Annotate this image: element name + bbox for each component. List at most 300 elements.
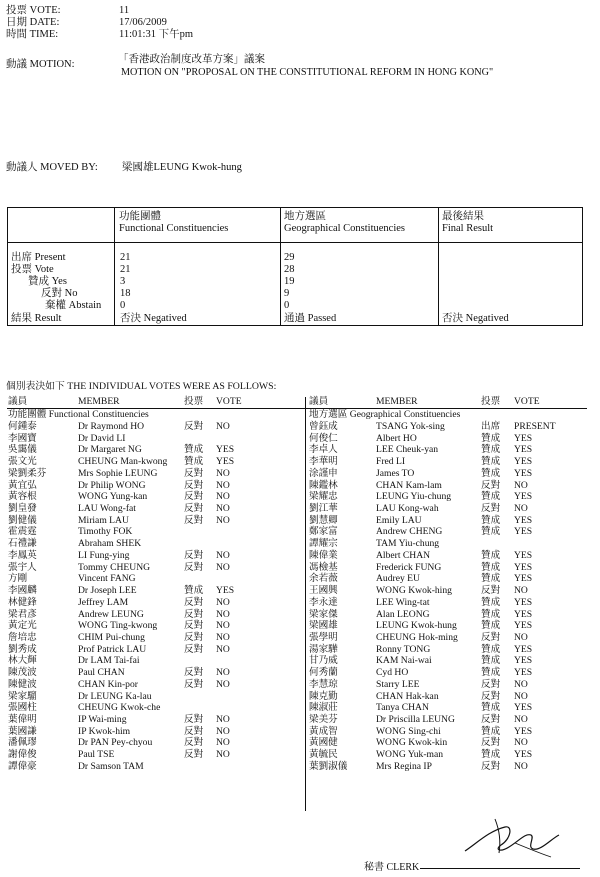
vote: YES <box>514 467 533 479</box>
member-name-zh: 張國柱 <box>8 702 37 714</box>
member-name-zh: 黃國健 <box>309 737 338 749</box>
member-name: LEUNG Kwok-hung <box>376 620 457 632</box>
member-name-zh: 劉皇發 <box>8 503 37 515</box>
col-header-member-zh-right: 議員 <box>309 396 329 407</box>
member-name: Tommy CHEUNG <box>78 561 151 573</box>
member-name-zh: 陳克勤 <box>309 690 338 702</box>
member-name: WONG Ting-kwong <box>78 620 158 632</box>
vote-zh: 贊成 <box>481 620 501 632</box>
vote: NO <box>216 620 230 632</box>
vote-zh: 反對 <box>184 737 204 749</box>
member-name: Alan LEONG <box>376 608 430 620</box>
member-name: LEUNG Yiu-chung <box>376 491 452 503</box>
member-name-zh: 李國麟 <box>8 585 37 597</box>
member-name-zh: 林健鋒 <box>8 596 37 608</box>
vote: YES <box>216 444 235 456</box>
member-name-zh: 何鍾泰 <box>8 421 37 432</box>
vote-zh: 反對 <box>184 561 204 573</box>
member-name: CHAN Kam-lam <box>376 479 442 491</box>
vote-zh: 反對 <box>481 678 501 690</box>
member-name-zh: 陳鑑林 <box>309 479 338 491</box>
vote-zh: 反對 <box>184 467 204 479</box>
vote-zh: 反對 <box>184 631 204 643</box>
vote-zh: 反對 <box>184 667 204 679</box>
vote: NO <box>216 514 230 526</box>
member-name: Dr Raymond HO <box>78 421 145 432</box>
col-header-vote-zh-left: 投票 <box>184 396 204 407</box>
member-name-zh: 劉健儀 <box>8 514 37 526</box>
vote-zh: 贊成 <box>481 655 501 667</box>
vote: NO <box>514 714 528 725</box>
member-name-zh: 何俊仁 <box>309 432 338 444</box>
member-name-zh: 葉偉明 <box>8 714 37 725</box>
vote-zh: 贊成 <box>481 432 501 444</box>
member-name-zh: 張文光 <box>8 456 37 468</box>
col-header-gc-zh: 地方選區 <box>284 211 326 222</box>
member-name-zh: 陳淑莊 <box>309 702 338 714</box>
member-name: LEE Cheuk-yan <box>376 444 439 456</box>
member-name-zh: 陳健波 <box>8 678 37 690</box>
vote-zh: 反對 <box>184 491 204 503</box>
vote-zh: 贊成 <box>481 596 501 608</box>
member-name: WONG Sing-chi <box>376 725 441 737</box>
vote: YES <box>514 749 533 761</box>
row-label-present: 出席 Present <box>11 252 66 263</box>
member-name-zh: 陳茂波 <box>8 667 37 679</box>
vote: YES <box>514 491 533 503</box>
member-name-zh: 馮檢基 <box>309 561 338 573</box>
member-vote-row <box>0 491 600 503</box>
vote-zh: 反對 <box>184 421 204 432</box>
vote: NO <box>216 714 230 725</box>
member-name-zh: 湯家驊 <box>309 643 338 655</box>
vote-zh: 贊成 <box>481 643 501 655</box>
vote-zh: 反對 <box>481 760 501 772</box>
vote-zh: 反對 <box>481 737 501 749</box>
abstain-fc: 0 <box>120 300 126 311</box>
vote-zh: 反對 <box>481 690 501 702</box>
member-vote-row <box>0 468 600 480</box>
member-name: CHAN Hak-kan <box>376 690 439 702</box>
vote: NO <box>514 585 528 597</box>
vote: YES <box>514 725 533 737</box>
vote-zh: 贊成 <box>481 456 501 468</box>
yes-gc: 19 <box>284 276 295 287</box>
member-name-zh: 霍震霆 <box>8 526 37 538</box>
member-name-zh: 李卓人 <box>309 444 338 456</box>
vote-zh: 反對 <box>481 585 501 597</box>
row-label-result: 結果 Result <box>11 313 62 324</box>
member-vote-row <box>0 444 600 456</box>
col-header-member-right: MEMBER <box>376 396 418 407</box>
vote: NO <box>216 421 230 432</box>
member-name: Cyd HO <box>376 667 409 679</box>
member-vote-row <box>0 562 600 574</box>
member-name: CHEUNG Man-kwong <box>78 456 168 468</box>
member-name-zh: 葉國謙 <box>8 725 37 737</box>
vote: YES <box>514 596 533 608</box>
member-name: Ronny TONG <box>376 643 431 655</box>
member-vote-row <box>0 679 600 691</box>
member-name-zh: 劉慧卿 <box>309 514 338 526</box>
handwritten-signature <box>455 813 575 863</box>
member-name: Starry LEE <box>376 678 420 690</box>
member-name: Fred LI <box>376 456 406 468</box>
member-vote-row <box>0 597 600 609</box>
vote-gc: 28 <box>284 264 295 275</box>
member-name-zh: 詹培忠 <box>8 631 37 643</box>
member-name: CHAN Kin-por <box>78 678 138 690</box>
member-name: Dr PAN Pey-chyou <box>78 737 153 749</box>
member-name-zh: 劉江華 <box>309 503 338 515</box>
member-name-zh: 劉秀成 <box>8 643 37 655</box>
vote-zh: 反對 <box>184 620 204 632</box>
member-name: WONG Kwok-hing <box>376 585 452 597</box>
vote: YES <box>514 608 533 620</box>
member-name-zh: 譚耀宗 <box>309 538 338 550</box>
member-name-zh: 張學明 <box>309 631 338 643</box>
time-label: 時間 TIME: <box>6 29 59 40</box>
member-vote-row <box>0 632 600 644</box>
vote-zh: 反對 <box>184 608 204 620</box>
vote-zh: 反對 <box>184 549 204 561</box>
vote: YES <box>514 549 533 561</box>
member-name: Dr Margaret NG <box>78 444 142 456</box>
member-name: Emily LAU <box>376 514 422 526</box>
member-vote-row <box>0 538 600 550</box>
vote-zh: 贊成 <box>481 526 501 538</box>
member-name-zh: 吳靄儀 <box>8 444 37 456</box>
col-header-vote-zh-right: 投票 <box>481 396 501 407</box>
no-gc: 9 <box>284 288 290 299</box>
member-name-zh: 涂謹申 <box>309 467 338 479</box>
member-vote-row <box>0 480 600 492</box>
date-label: 日期 DATE: <box>6 17 60 28</box>
member-name-zh: 黃容根 <box>8 491 37 503</box>
section-functional: 功能團體 Functional Constituencies <box>8 409 149 420</box>
member-name: Jeffrey LAM <box>78 596 129 608</box>
member-vote-row <box>0 714 600 726</box>
member-name: Andrew CHENG <box>376 526 443 538</box>
member-name-zh: 譚偉豪 <box>8 760 37 772</box>
col-header-final-zh: 最後結果 <box>442 211 484 222</box>
member-name-zh: 曾鈺成 <box>309 421 338 432</box>
member-name: Paul CHAN <box>78 667 125 679</box>
member-name: Dr LEUNG Ka-lau <box>78 690 152 702</box>
vote-number-value: 11 <box>119 5 130 16</box>
vote-zh: 出席 <box>481 421 501 432</box>
result-fc: 否決 Negatived <box>120 313 187 324</box>
vote-zh: 贊成 <box>184 585 204 597</box>
vote: NO <box>216 561 230 573</box>
member-name: Vincent FANG <box>78 573 136 585</box>
member-vote-row <box>0 667 600 679</box>
member-vote-row <box>0 749 600 761</box>
member-name: Dr Samson TAM <box>78 760 144 772</box>
vote-zh: 贊成 <box>481 561 501 573</box>
clerk-label: 秘書 CLERK <box>364 862 420 873</box>
vote-zh: 贊成 <box>481 467 501 479</box>
mover-label: 動議人 MOVED BY: <box>6 162 98 173</box>
signature-line <box>420 868 580 869</box>
member-name: WONG Yuk-man <box>376 749 444 761</box>
vote: NO <box>216 479 230 491</box>
vote-zh: 反對 <box>481 714 501 725</box>
vote: NO <box>216 467 230 479</box>
member-vote-row <box>0 620 600 632</box>
vote: YES <box>514 561 533 573</box>
vote-zh: 反對 <box>184 479 204 491</box>
member-vote-row <box>0 761 600 773</box>
member-name-zh: 李永達 <box>309 596 338 608</box>
row-label-yes: 贊成 Yes <box>28 276 67 287</box>
member-vote-row <box>0 737 600 749</box>
vote: YES <box>514 655 533 667</box>
member-name-zh: 葉劉淑儀 <box>309 760 348 772</box>
vote: NO <box>216 643 230 655</box>
vote-fc: 21 <box>120 264 131 275</box>
member-name: LEE Wing-tat <box>376 596 430 608</box>
member-vote-row <box>0 456 600 468</box>
date-value: 17/06/2009 <box>119 17 167 28</box>
member-name-zh: 黃毓民 <box>309 749 338 761</box>
vote: YES <box>514 573 533 585</box>
member-name-zh: 梁劉柔芬 <box>8 467 47 479</box>
vote: PRESENT <box>514 421 556 432</box>
member-name-zh: 黃成智 <box>309 725 338 737</box>
member-name: Abraham SHEK <box>78 538 142 550</box>
table-divider <box>280 208 281 325</box>
vote-zh: 贊成 <box>481 444 501 456</box>
col-header-final-en: Final Result <box>442 223 494 234</box>
member-vote-row <box>0 503 600 515</box>
motion-title-en: MOTION ON "PROPOSAL ON THE CONSTITUTIONAL REFORM IN HONG KONG" <box>121 67 494 78</box>
member-vote-row <box>0 526 600 538</box>
member-name: Mrs Sophie LEUNG <box>78 467 158 479</box>
member-name: CHIM Pui-chung <box>78 631 145 643</box>
member-vote-row <box>0 433 600 445</box>
row-label-abstain: 棄權 Abstain <box>45 300 102 311</box>
col-header-vote-right: VOTE <box>514 396 540 407</box>
vote: YES <box>514 526 533 538</box>
vote: YES <box>514 456 533 468</box>
member-vote-row <box>0 726 600 738</box>
member-name: KAM Nai-wai <box>376 655 432 667</box>
present-gc: 29 <box>284 252 295 263</box>
vote: YES <box>514 444 533 456</box>
member-name-zh: 梁家騮 <box>8 690 37 702</box>
member-name-zh: 余若薇 <box>309 573 338 585</box>
vote: YES <box>514 514 533 526</box>
vote-zh: 反對 <box>184 725 204 737</box>
member-name: TAM Yiu-chung <box>376 538 440 550</box>
vote-zh: 反對 <box>184 643 204 655</box>
member-name-zh: 石禮謙 <box>8 538 37 550</box>
member-name-zh: 梁美芬 <box>309 714 338 725</box>
member-name-zh: 方剛 <box>8 573 28 585</box>
member-name: Albert HO <box>376 432 417 444</box>
vote-number-label: 投票 VOTE: <box>6 5 61 16</box>
member-name: Miriam LAU <box>78 514 129 526</box>
vote: NO <box>216 596 230 608</box>
vote: YES <box>514 643 533 655</box>
member-name: Paul TSE <box>78 749 115 761</box>
vote: NO <box>216 725 230 737</box>
vote-zh: 反對 <box>184 503 204 515</box>
vote: NO <box>216 678 230 690</box>
col-header-gc-en: Geographical Constituencies <box>284 223 406 234</box>
member-name-zh: 李國寶 <box>8 432 37 444</box>
member-name-zh: 李鳳英 <box>8 549 37 561</box>
vote: NO <box>514 737 528 749</box>
vote-zh: 反對 <box>184 714 204 725</box>
member-name: Albert CHAN <box>376 549 431 561</box>
vote-zh: 贊成 <box>184 456 204 468</box>
vote: NO <box>514 631 528 643</box>
result-gc: 通過 Passed <box>284 313 337 324</box>
vote-zh: 贊成 <box>184 444 204 456</box>
vote-zh: 贊成 <box>481 514 501 526</box>
individual-votes-intro: 個別表決如下 THE INDIVIDUAL VOTES WERE AS FOLLOWS: <box>6 381 277 392</box>
member-name: LAU Kong-wah <box>376 503 439 515</box>
vote: YES <box>514 432 533 444</box>
vote-zh: 反對 <box>184 514 204 526</box>
member-vote-row <box>0 515 600 527</box>
member-name-zh: 梁家傑 <box>309 608 338 620</box>
member-name-zh: 張宇人 <box>8 561 37 573</box>
vote: NO <box>216 737 230 749</box>
vote: NO <box>216 549 230 561</box>
section-geographical: 地方選區 Geographical Constituencies <box>309 409 461 420</box>
vote-zh: 贊成 <box>481 749 501 761</box>
member-name: LAU Wong-fat <box>78 503 136 515</box>
member-name: TSANG Yok-sing <box>376 421 445 432</box>
member-name: LI Fung-ying <box>78 549 130 561</box>
vote: NO <box>216 491 230 503</box>
col-header-vote-left: VOTE <box>216 396 242 407</box>
member-name: WONG Kwok-kin <box>376 737 448 749</box>
member-name-zh: 王國興 <box>309 585 338 597</box>
col-header-member-zh-left: 議員 <box>8 396 28 407</box>
no-fc: 18 <box>120 288 131 299</box>
member-vote-row <box>0 573 600 585</box>
vote: NO <box>514 690 528 702</box>
col-header-fc-zh: 功能團體 <box>119 211 161 222</box>
col-header-member-left: MEMBER <box>78 396 120 407</box>
member-name: Frederick FUNG <box>376 561 442 573</box>
vote: NO <box>216 608 230 620</box>
member-name: Andrew LEUNG <box>78 608 144 620</box>
member-name-zh: 梁國雄 <box>309 620 338 632</box>
vote: YES <box>216 456 235 468</box>
vote: YES <box>514 620 533 632</box>
present-fc: 21 <box>120 252 131 263</box>
vote-zh: 贊成 <box>481 608 501 620</box>
vote-zh: 反對 <box>184 678 204 690</box>
vote: YES <box>514 702 533 714</box>
member-vote-row <box>0 655 600 667</box>
vote: NO <box>216 631 230 643</box>
member-name-zh: 陳偉業 <box>309 549 338 561</box>
member-name-zh: 李華明 <box>309 456 338 468</box>
mover-name: 梁國雄LEUNG Kwok-hung <box>122 162 242 173</box>
vote-zh: 贊成 <box>481 549 501 561</box>
member-name: Dr Philip WONG <box>78 479 146 491</box>
member-name: Tanya CHAN <box>376 702 429 714</box>
vote-zh: 贊成 <box>481 702 501 714</box>
results-table <box>7 207 583 326</box>
member-name-zh: 黃宜弘 <box>8 479 37 491</box>
vote: NO <box>514 479 528 491</box>
abstain-gc: 0 <box>284 300 290 311</box>
member-name: CHEUNG Kwok-che <box>78 702 161 714</box>
member-name: Dr LAM Tai-fai <box>78 655 140 667</box>
member-name: Audrey EU <box>376 573 420 585</box>
member-name-zh: 黃定光 <box>8 620 37 632</box>
row-label-no: 反對 No <box>41 288 78 299</box>
member-vote-row <box>0 421 600 433</box>
vote-zh: 贊成 <box>481 667 501 679</box>
member-name-zh: 鄭家富 <box>309 526 338 538</box>
member-vote-row <box>0 585 600 597</box>
vote-zh: 反對 <box>481 631 501 643</box>
member-name-zh: 謝偉俊 <box>8 749 37 761</box>
vote-zh: 反對 <box>481 479 501 491</box>
member-name-zh: 林大輝 <box>8 655 37 667</box>
member-name: Timothy FOK <box>78 526 133 538</box>
time-value: 11:01:31 下午pm <box>119 29 193 40</box>
member-name: CHEUNG Hok-ming <box>376 631 458 643</box>
member-name-zh: 梁耀忠 <box>309 491 338 503</box>
member-name: Prof Patrick LAU <box>78 643 147 655</box>
vote: NO <box>216 749 230 761</box>
vote: NO <box>216 667 230 679</box>
vote-zh: 反對 <box>184 749 204 761</box>
vote-zh: 贊成 <box>481 491 501 503</box>
member-name: WONG Yung-kan <box>78 491 148 503</box>
vote-zh: 贊成 <box>481 725 501 737</box>
member-vote-row <box>0 691 600 703</box>
member-name: IP Wai-ming <box>78 714 127 725</box>
member-vote-row <box>0 609 600 621</box>
vote-zh: 贊成 <box>481 573 501 585</box>
member-name: James TO <box>376 467 415 479</box>
vote-zh: 反對 <box>184 596 204 608</box>
vote-zh: 反對 <box>481 503 501 515</box>
table-divider <box>8 242 582 243</box>
member-name: Dr David LI <box>78 432 126 444</box>
vote: NO <box>514 678 528 690</box>
member-name-zh: 李慧琼 <box>309 678 338 690</box>
result-final: 否決 Negatived <box>442 313 509 324</box>
member-name-zh: 潘佩璆 <box>8 737 37 749</box>
member-name-zh: 何秀蘭 <box>309 667 338 679</box>
member-name-zh: 梁君彥 <box>8 608 37 620</box>
vote: YES <box>514 667 533 679</box>
member-name: IP Kwok-him <box>78 725 131 737</box>
yes-fc: 3 <box>120 276 126 287</box>
member-name: Dr Joseph LEE <box>78 585 137 597</box>
member-vote-row <box>0 550 600 562</box>
member-vote-row <box>0 644 600 656</box>
vote: NO <box>216 503 230 515</box>
vote: NO <box>514 503 528 515</box>
member-name: Mrs Regina IP <box>376 760 432 772</box>
member-name: Dr Priscilla LEUNG <box>376 714 455 725</box>
member-name-zh: 甘乃威 <box>309 655 338 667</box>
motion-label: 動議 MOTION: <box>6 59 75 70</box>
table-divider <box>114 208 115 325</box>
